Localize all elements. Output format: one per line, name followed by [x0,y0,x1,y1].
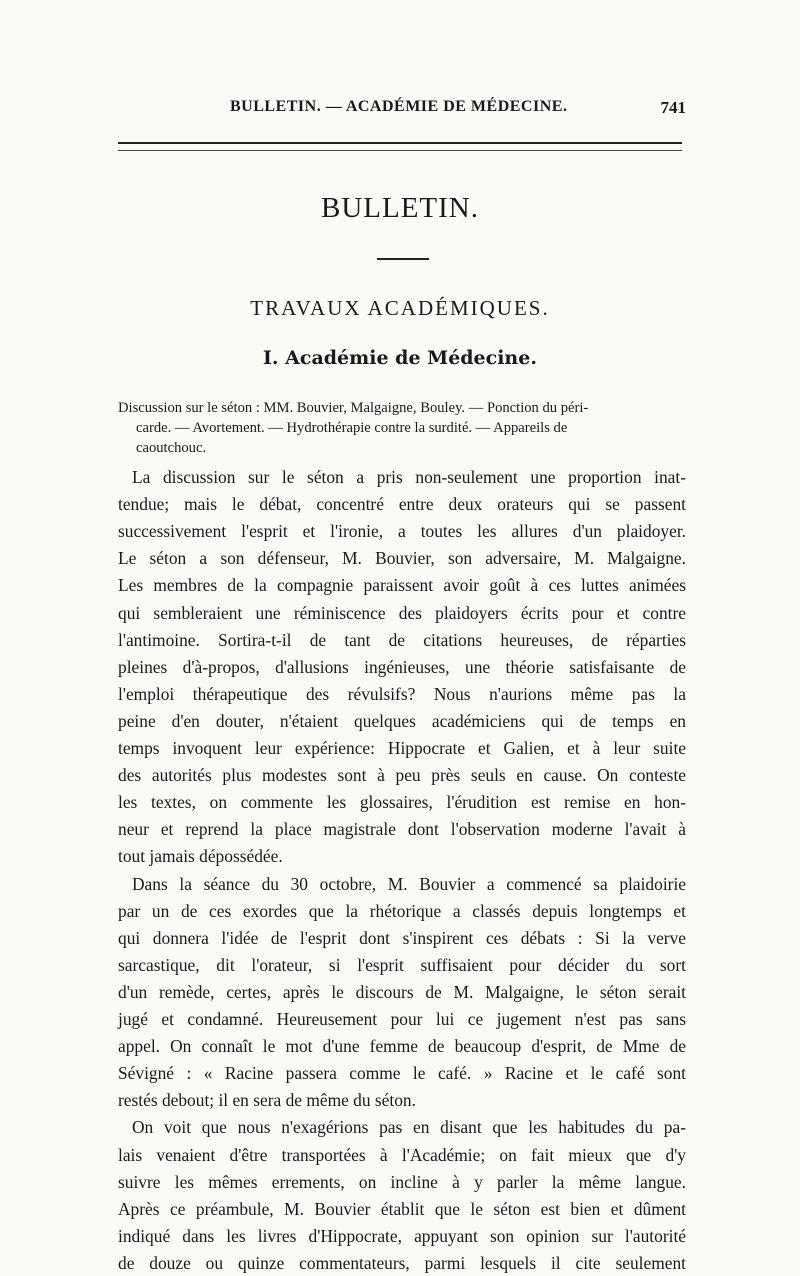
text-line: qui sembleraient une réminiscence des plaidoyers écrits pour et contre [118,602,686,623]
text-line: suivre les mêmes errements, on incline à y parler la même langue. [118,1171,686,1192]
text-line: tendue; mais le débat, concentré entre deux orateurs qui se passent [118,494,686,515]
text-line: neur et reprend la place magistrale dont l'observation moderne l'avait à [118,819,686,840]
summary-line: caoutchouc. [136,440,207,456]
text-line: Dans la séance du 30 octobre, M. Bouvier a commencé sa plaidoirie [132,873,686,894]
summary [118,398,688,458]
text-line: par un de ces exordes que la rhétorique a classés depuis longtemps et [118,900,686,921]
text-line: appel. On connaît le mot d'une femme de beaucoup d'esprit, de Mme de [118,1036,686,1057]
title-rule [377,258,429,260]
summary-line: carde. — Avortement. — Hydrothérapie contre la surdité. — Appareils de [136,420,568,436]
text-line: des autorités plus modestes sont à peu près seuls en cause. On conteste [118,765,686,786]
text-line: sarcastique, dit l'orateur, si l'esprit suffisaient pour décider du sort [118,954,686,975]
running-header [118,98,686,132]
text-line: temps invoquent leur expérience: Hippocrate et Galien, et à leur suite [118,738,686,758]
text-line: Après ce préambule, M. Bouvier établit que le séton est bien et dûment [118,1198,686,1219]
text-line: Le séton a son défenseur, M. Bouvier, son adversaire, M. Malgaigne. [118,548,686,569]
running-title: BULLETIN. — ACADÉMIE DE MÉDECINE. [230,98,568,115]
text-line: La discussion sur le séton a pris non-seulement une proportion inat- [132,467,686,487]
header-rule [118,142,682,151]
text-line: de douze ou quinze commentateurs, parmi lesquels il cite seulement [118,1252,686,1273]
summary-line: Discussion sur le séton : MM. Bouvier, Malgaigne, Bouley. — Ponction du péri- [118,400,589,416]
text-line: jugé et condamné. Heureusement pour lui ce jugement n'est pas sans [118,1009,686,1029]
text-line: Sévigné : « Racine passera comme le café. » Racine et le café sont [118,1063,686,1084]
text-line: les textes, on commente les glossaires, l'érudition est remise en hon- [118,792,686,813]
text-line: restés debout; il en sera de même du séton. [118,1090,416,1111]
text-line: successivement l'esprit et l'ironie, a toutes les allures d'un plaidoyer. [118,521,686,542]
text-line: On voit que nous n'exagérions pas en disant que les habitudes du pa- [132,1117,686,1138]
text-line: Les membres de la compagnie paraissent avoir goût à ces luttes animées [118,575,686,596]
page-number: 741 [660,98,686,117]
section-title: TRAVAUX ACADÉMIQUES. [250,296,550,320]
text-line: indiqué dans les livres d'Hippocrate, appuyant son opinion sur l'autorité [118,1225,686,1246]
subsection-title: I. Académie de Médecine. [263,347,537,369]
text-line: pleines d'à-propos, d'allusions ingénieuses, une théorie satisfaisante de [118,656,686,677]
text-line: peine d'en douter, n'étaient quelques académiciens qui de temps en [118,710,686,731]
page-title: BULLETIN. [321,192,479,224]
text-line: d'un remède, certes, après le discours de M. Malgaigne, le séton serait [118,981,686,1002]
text-line: qui donnera l'idée de l'esprit dont s'inspirent ces débats : Si la verve [118,927,686,948]
text-line: l'antimoine. Sortira-t-il de tant de citations heureuses, de réparties [118,629,686,650]
text-line: lais venaient d'être transportées à l'Académie; on fait mieux que d'y [118,1144,686,1165]
text-line: tout jamais dépossédée. [118,846,283,867]
text-line: l'emploi thérapeutique des révulsifs? Nous n'aurions même pas la [118,683,686,704]
